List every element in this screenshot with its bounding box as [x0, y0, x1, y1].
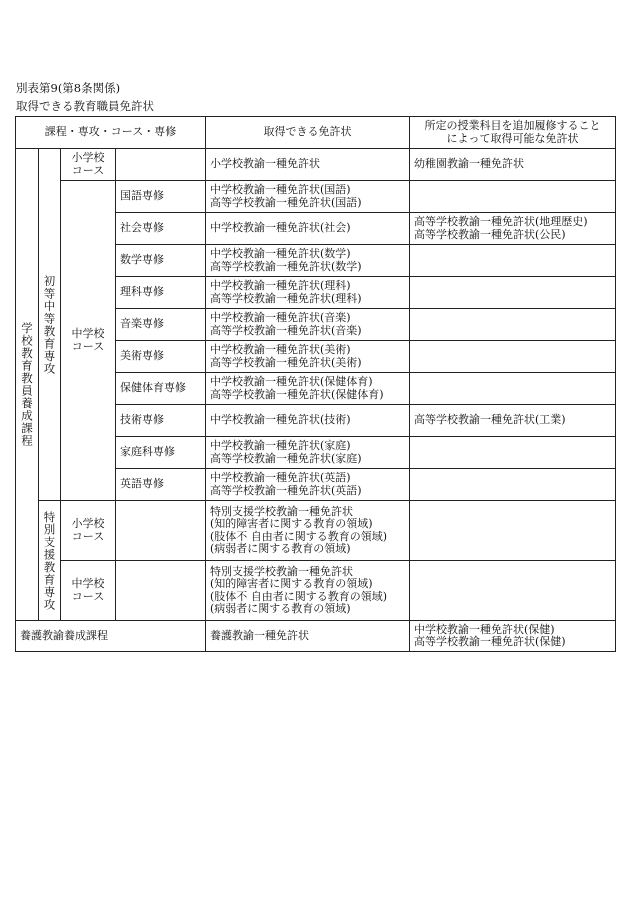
license-cell: 中学校教諭一種免許状(英語) 高等学校教諭一種免許状(英語): [206, 469, 410, 501]
major-special-support: [39, 501, 61, 621]
header-additional-line: 所定の授業科目を追加履修すること: [424, 119, 601, 132]
license-cell: 中学校教諭一種免許状(保健体育) 高等学校教諭一種免許状(保健体育): [206, 373, 410, 405]
division-school-education: [16, 149, 39, 621]
course-middle: 中学校 コース: [61, 181, 116, 501]
additional-cell: 幼稚園教諭一種免許状: [410, 149, 616, 181]
license-cell: 特別支援学校教諭一種免許状 (知的障害者に関する教育の領域) (肢体不 自由者に関する教育の領域) (病弱者に関する教育の領域): [206, 561, 410, 621]
license-cell: 中学校教諭一種免許状(数学) 高等学校教諭一種免許状(数学): [206, 245, 410, 277]
additional-cell: [410, 501, 616, 561]
additional-cell: [410, 245, 616, 277]
license-cell: 中学校教諭一種免許状(理科) 高等学校教諭一種免許状(理科): [206, 277, 410, 309]
major-label: 初等中等教育専攻: [42, 274, 57, 375]
specialty-name: 家庭科専修: [116, 437, 206, 469]
table-row: [16, 181, 616, 213]
additional-cell: 高等学校教諭一種免許状(工業): [410, 405, 616, 437]
additional-cell: [410, 309, 616, 341]
course-elementary: 小学校 コース: [61, 149, 116, 181]
table-row: [16, 501, 616, 561]
additional-cell: [410, 561, 616, 621]
header-additional-line: によって取得可能な免許状: [446, 131, 579, 145]
additional-cell: 中学校教諭一種免許状(保健) 高等学校教諭一種免許状(保健): [410, 621, 616, 652]
specialty-name: 数学専修: [116, 245, 206, 277]
license-cell: 特別支援学校教諭一種免許状 (知的障害者に関する教育の領域) (肢体不 自由者に関する教育の領域) (病弱者に関する教育の領域): [206, 501, 410, 561]
additional-cell: [410, 181, 616, 213]
license-cell: 小学校教諭一種免許状: [206, 149, 410, 181]
specialty-empty: [116, 501, 206, 561]
additional-cell: [410, 277, 616, 309]
specialty-name: 音楽専修: [116, 309, 206, 341]
appendix-label: 別表第9(第8条関係): [16, 81, 121, 95]
additional-cell: [410, 373, 616, 405]
specialty-empty: [116, 561, 206, 621]
table-row: [16, 621, 616, 652]
license-cell: 中学校教諭一種免許状(技術): [206, 405, 410, 437]
division-label: 学校教育教員養成課程: [20, 322, 34, 447]
specialty-name: 保健体育専修: [116, 373, 206, 405]
table-row: [16, 149, 616, 181]
license-cell: 中学校教諭一種免許状(社会): [206, 213, 410, 245]
license-cell: 中学校教諭一種免許状(音楽) 高等学校教諭一種免許状(音楽): [206, 309, 410, 341]
license-table: [15, 116, 616, 652]
specialty-name: 国語専修: [116, 181, 206, 213]
additional-cell: 高等学校教諭一種免許状(地理歴史) 高等学校教諭一種免許状(公民): [410, 213, 616, 245]
course-elementary: 小学校 コース: [61, 501, 116, 561]
header-course: 課程・専攻・コース・専修: [16, 117, 206, 149]
additional-cell: [410, 437, 616, 469]
license-cell: 中学校教諭一種免許状(国語) 高等学校教諭一種免許状(国語): [206, 181, 410, 213]
major-label: 特別支援教育専攻: [42, 510, 57, 611]
specialty-empty: [116, 149, 206, 181]
table-title: 取得できる教育職員免許状: [16, 99, 154, 113]
specialty-name: 技術専修: [116, 405, 206, 437]
table-row: [16, 561, 616, 621]
license-cell: 養護教諭一種免許状: [206, 621, 410, 652]
license-cell: 中学校教諭一種免許状(美術) 高等学校教諭一種免許状(美術): [206, 341, 410, 373]
license-cell: 中学校教諭一種免許状(家庭) 高等学校教諭一種免許状(家庭): [206, 437, 410, 469]
major-primary-secondary: [39, 149, 61, 501]
header-row: [16, 117, 616, 149]
specialty-name: 理科専修: [116, 277, 206, 309]
additional-cell: [410, 341, 616, 373]
header-license: 取得できる免許状: [206, 117, 410, 149]
specialty-name: 美術専修: [116, 341, 206, 373]
specialty-name: 英語専修: [116, 469, 206, 501]
course-middle: 中学校 コース: [61, 561, 116, 621]
course-yogo: 養護教諭養成課程: [16, 621, 206, 652]
specialty-name: 社会専修: [116, 213, 206, 245]
header-additional: [410, 117, 616, 149]
additional-cell: [410, 469, 616, 501]
